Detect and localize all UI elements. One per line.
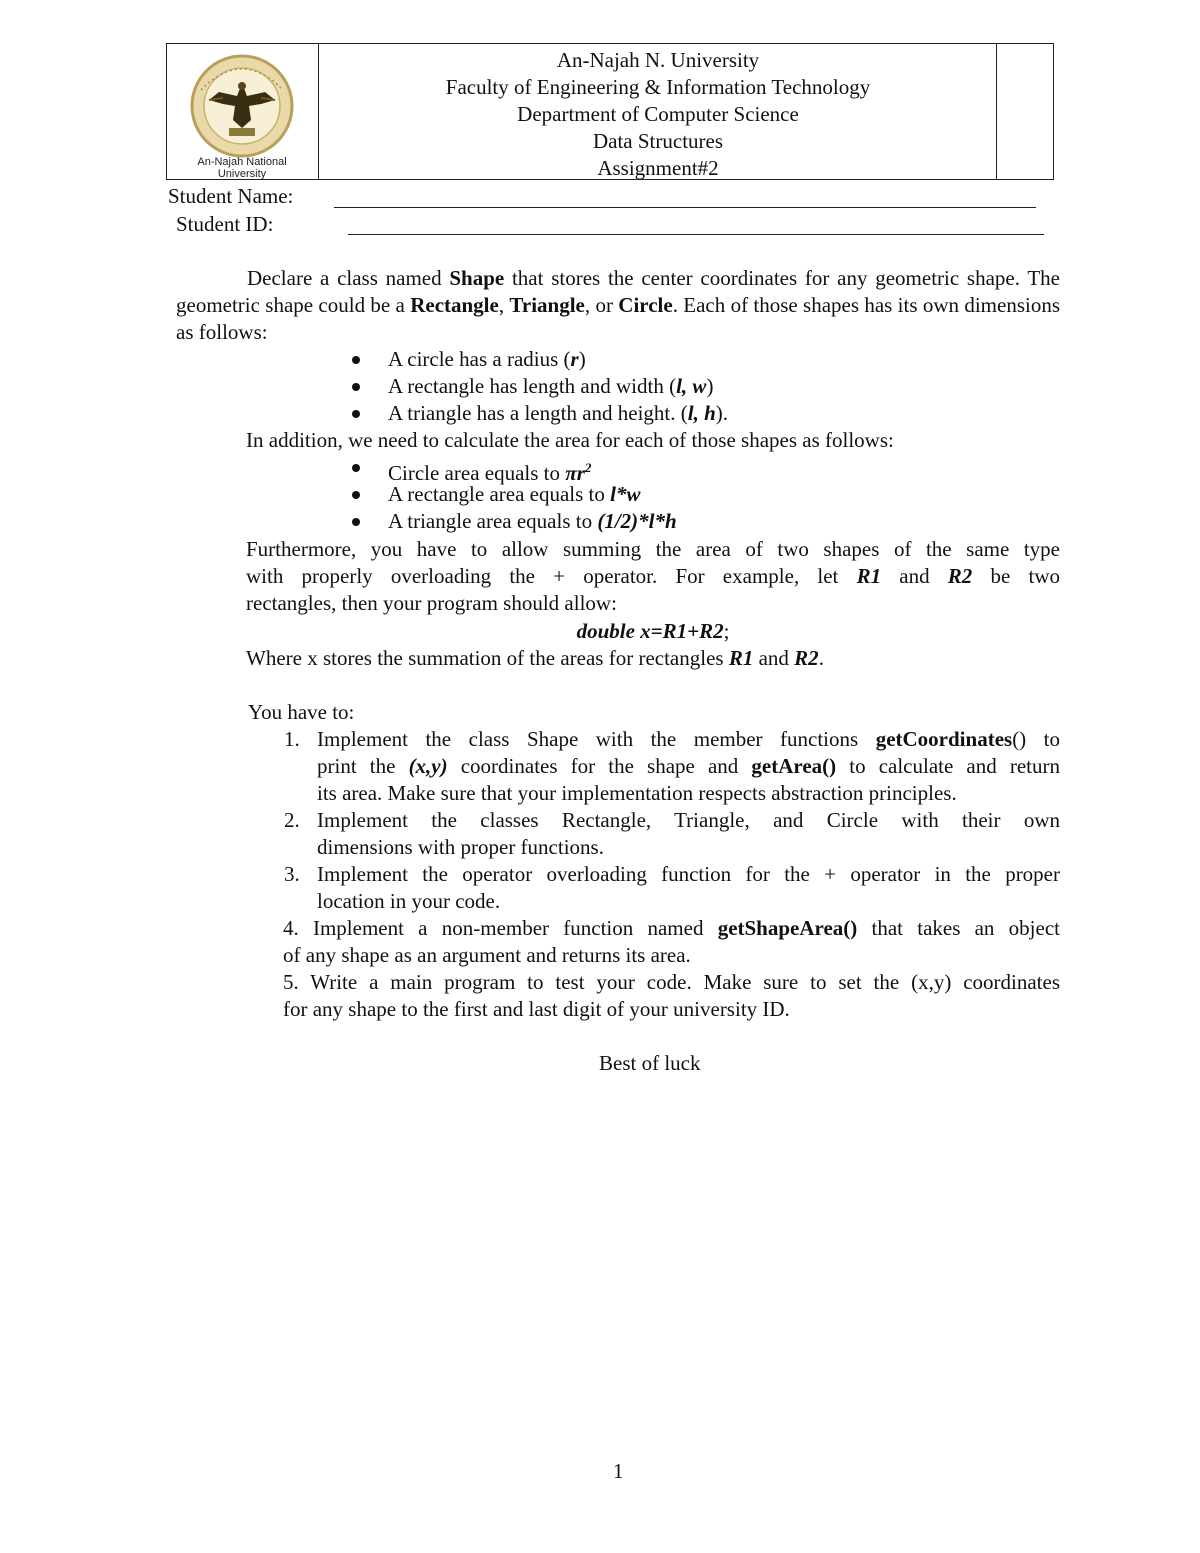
area-item: A triangle area equals to (1/2)*l*h [388, 509, 677, 533]
task-4-line-1: 4. Implement a non-member function named getShapeArea() that takes an object [283, 916, 1060, 940]
overload-line-4: Where x stores the summation of the areas for rectangles R1 and R2. [246, 646, 824, 670]
overload-line-1: Furthermore, you have to allow summing the area of two shapes of the same type [246, 537, 1060, 561]
header-title-block [319, 47, 997, 182]
circle-keyword: Circle [618, 293, 673, 317]
dimension-item: A circle has a radius (r) [388, 347, 586, 371]
student-id-label: Student ID: [176, 212, 274, 236]
faculty-name: Faculty of Engineering & Information Technology [445, 75, 871, 99]
intro-text: that stores the center coordinates for any geometric shape. The geometric shape could be a [176, 266, 1060, 317]
code-example: double x=R1+R2; [576, 619, 730, 643]
dimension-item: A triangle has a length and height. (l, h). [388, 401, 729, 425]
page-number: 1 [613, 1459, 624, 1483]
task-number: 1. [284, 727, 300, 751]
overload-line-2: with properly overloading the + operator. For example, let R1 and R2 be two [246, 564, 1060, 588]
bullet-icon [352, 518, 360, 526]
bullet-icon [352, 491, 360, 499]
bullet-icon [352, 383, 360, 391]
task-3-line-1: Implement the operator overloading function for the + operator in the proper [317, 862, 1060, 886]
department-name: Department of Computer Science [517, 102, 799, 126]
task-4-line-2: of any shape as an argument and returns its area. [283, 943, 691, 967]
triangle-keyword: Triangle [509, 293, 585, 317]
task-1-line-2: print the (x,y) coordinates for the shape and getArea() to calculate and return [317, 754, 1061, 778]
logo-caption-line-2: University [217, 168, 267, 180]
task-1-line-1: Implement the class Shape with the member functions getCoordinates() to [317, 727, 1061, 751]
task-number: 3. [284, 862, 300, 886]
university-name: An-Najah N. University [556, 48, 760, 72]
area-item: A rectangle area equals to l*w [388, 482, 641, 506]
course-name: Data Structures [592, 129, 724, 153]
assignment-title: Assignment#2 [597, 156, 719, 180]
overload-line-3: rectangles, then your program should allow: [246, 591, 617, 615]
task-number: 2. [284, 808, 300, 832]
intro-text: , or [584, 293, 619, 317]
student-name-label: Student Name: [168, 184, 294, 208]
area-intro: In addition, we need to calculate the area for each of those shapes as follows: [246, 428, 894, 452]
task-2-line-1: Implement the classes Rectangle, Triangle, and Circle with their own [317, 808, 1060, 832]
student-name-field[interactable] [334, 207, 1036, 208]
task-3-line-2: location in your code. [317, 889, 501, 913]
bullet-icon [352, 410, 360, 418]
bullet-icon [352, 464, 360, 472]
tasks-intro: You have to: [248, 700, 355, 724]
task-5-line-2: for any shape to the first and last digit of your university ID. [283, 997, 790, 1021]
closing-text: Best of luck [599, 1051, 701, 1075]
rectangle-keyword: Rectangle [410, 293, 499, 317]
task-2-line-2: dimensions with proper functions. [317, 835, 604, 859]
header-table [166, 43, 1054, 180]
dimension-item: A rectangle has length and width (l, w) [388, 374, 714, 398]
intro-paragraph [176, 265, 1060, 346]
task-1-line-3: its area. Make sure that your implementation respects abstraction principles. [317, 781, 957, 805]
intro-text: . Each of those shapes has its own dimensions as follows: [176, 293, 1060, 344]
intro-text: , [498, 293, 510, 317]
task-5-line-1: 5. Write a main program to test your code. Make sure to set the (x,y) coordinates [283, 970, 1060, 994]
student-id-field[interactable] [348, 234, 1044, 235]
logo-caption-line-1: An-Najah National [197, 156, 287, 168]
shape-keyword: Shape [449, 266, 505, 290]
intro-text: Declare a class named [247, 266, 450, 290]
bullet-icon [352, 356, 360, 364]
area-item: Circle area equals to $\pi r^2$ [388, 460, 592, 485]
